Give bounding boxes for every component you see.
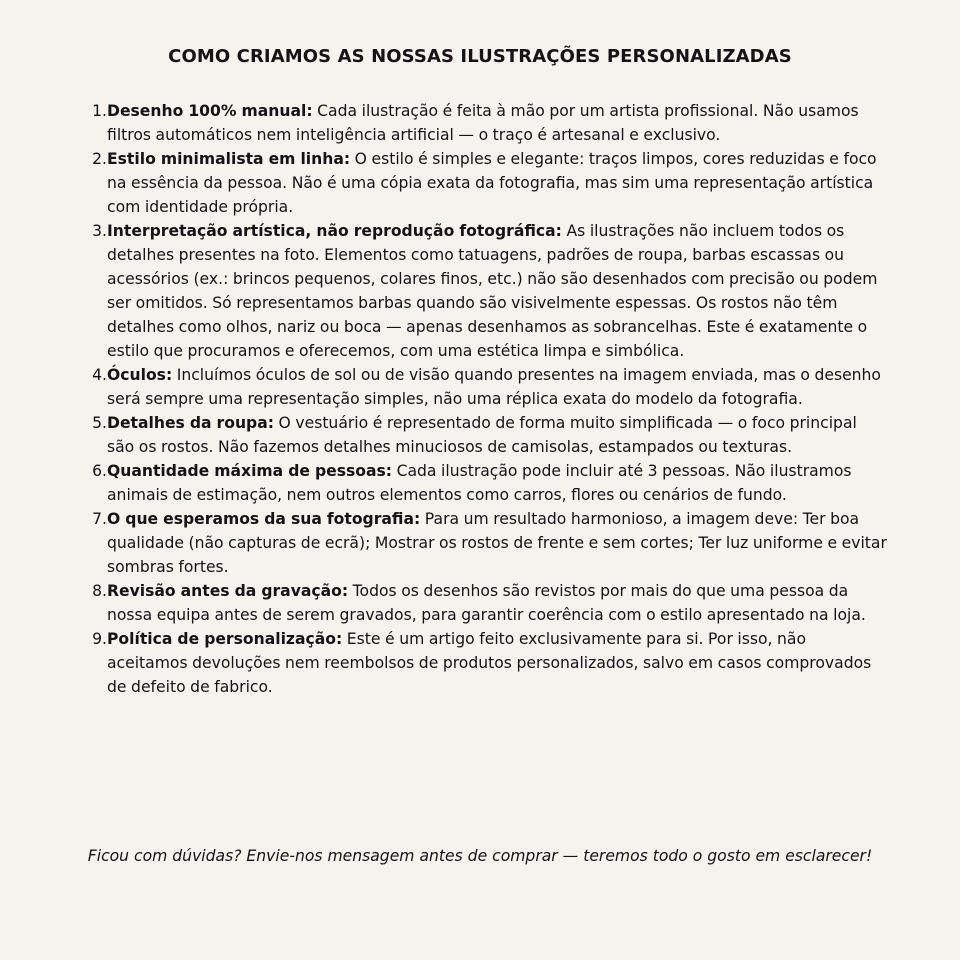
item-heading: Revisão antes da gravação: — [107, 582, 349, 600]
item-heading: Política de personalização: — [107, 630, 343, 648]
item-number: 8. — [92, 582, 107, 600]
list-item — [0, 363, 887, 411]
item-text: Todos os desenhos são revistos por mais do que uma pessoa da nossa equipa antes de serem gravados, para garantir coerência com o estilo apresentado na loja. — [107, 582, 866, 624]
item-heading: Estilo minimalista em linha: — [107, 150, 351, 168]
item-number: 5. — [92, 414, 107, 432]
item-text: Este é um artigo feito exclusivamente para si. Por isso, não aceitamos devoluções nem reembolsos de produtos personalizados, salvo em casos comprovados de defeito de fabrico. — [107, 630, 872, 696]
item-text: Para um resultado harmonioso, a imagem deve: Ter boa qualidade (não capturas de ecrã); Mostrar os rostos de frente e sem cortes; Ter luz uniforme e evitar sombras fortes. — [107, 510, 887, 576]
list-item — [0, 411, 887, 459]
item-number: 4. — [92, 366, 107, 384]
item-number: 9. — [92, 630, 107, 648]
item-number: 1. — [92, 102, 107, 120]
item-heading: Desenho 100% manual: — [107, 102, 313, 120]
list-item — [0, 99, 887, 147]
item-heading: Interpretação artística, não reprodução fotográfica: — [107, 222, 562, 240]
footer-note: Ficou com dúvidas? Envie-nos mensagem antes de comprar — teremos todo o gosto em esclarecer! — [87, 847, 873, 865]
item-text: As ilustrações não incluem todos os detalhes presentes na foto. Elementos como tatuagens, padrões de roupa, barbas escassas ou acessórios (ex.: brincos pequenos, colares finos, etc.) não são desenhados com precisão ou podem ser omitidos. Só representamos barbas quando são visivelmente espessas. Os rostos não têm detalhes como olhos, nariz ou boca — apenas desenhamos as sobrancelhas. Este é exatamente o estilo que procuramos e oferecemos, com uma estética limpa e simbólica. — [107, 222, 878, 360]
list-item — [0, 147, 887, 219]
item-number: 6. — [92, 462, 107, 480]
item-heading: Óculos: — [107, 366, 173, 384]
list-item — [0, 627, 887, 699]
item-number: 7. — [92, 510, 107, 528]
item-number: 2. — [92, 150, 107, 168]
policy-list — [0, 99, 960, 699]
item-text: Cada ilustração é feita à mão por um artista profissional. Não usamos filtros automáticos nem inteligência artificial — o traço é artesanal e exclusivo. — [107, 102, 859, 144]
page-title: COMO CRIAMOS AS NOSSAS ILUSTRAÇÕES PERSONALIZADAS — [168, 46, 792, 67]
item-text: Incluímos óculos de sol ou de visão quando presentes na imagem enviada, mas o desenho será sempre uma representação simples, não uma réplica exata do modelo da fotografia. — [107, 366, 881, 408]
list-item — [0, 219, 887, 363]
item-heading: O que esperamos da sua fotografia: — [107, 510, 421, 528]
item-text: O vestuário é representado de forma muito simplificada — o foco principal são os rostos. Não fazemos detalhes minuciosos de camisolas, estampados ou texturas. — [107, 414, 857, 456]
item-text: O estilo é simples e elegante: traços limpos, cores reduzidas e foco na essência da pessoa. Não é uma cópia exata da fotografia, mas sim uma representação artística com identidade própria. — [107, 150, 877, 216]
item-text: Cada ilustração pode incluir até 3 pessoas. Não ilustramos animais de estimação, nem outros elementos como carros, flores ou cenários de fundo. — [107, 462, 852, 504]
list-item — [0, 507, 887, 579]
list-item — [0, 579, 887, 627]
item-heading: Quantidade máxima de pessoas: — [107, 462, 393, 480]
list-item — [0, 459, 887, 507]
item-heading: Detalhes da roupa: — [107, 414, 274, 432]
item-number: 3. — [92, 222, 107, 240]
